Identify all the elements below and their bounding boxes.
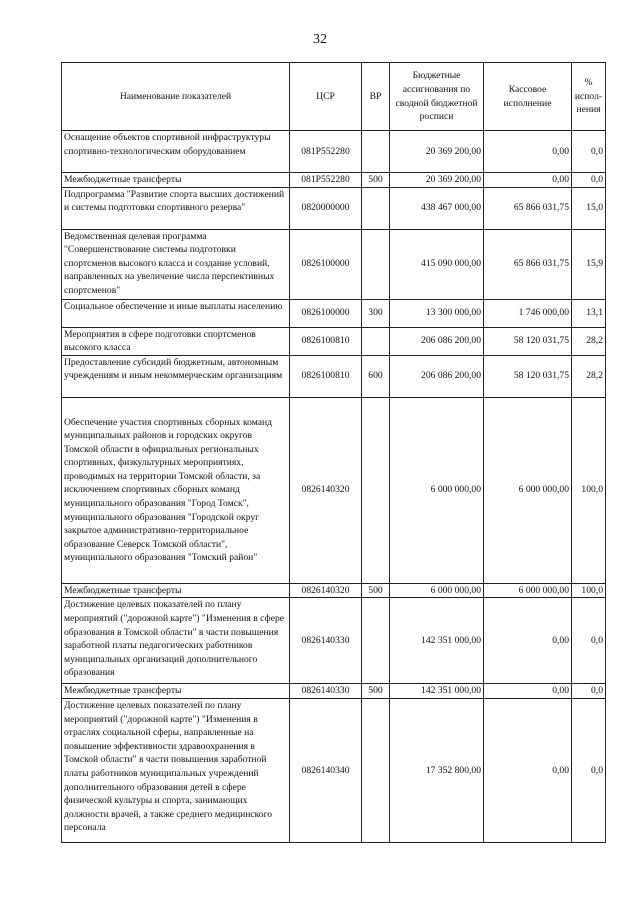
row-allocations: 206 086 200,00	[390, 355, 484, 397]
row-cash: 58 120 031,75	[484, 327, 572, 355]
row-vr	[362, 187, 390, 229]
header-csr: ЦСР	[290, 63, 362, 131]
row-cash: 65 866 031,75	[484, 229, 572, 299]
table-row	[62, 131, 606, 173]
row-csr: 0826140320	[290, 397, 362, 583]
row-vr	[362, 327, 390, 355]
row-percent: 100,0	[572, 583, 606, 598]
row-cash: 65 866 031,75	[484, 187, 572, 229]
header-vr: ВР	[362, 63, 390, 131]
row-allocations: 17 352 800,00	[390, 698, 484, 842]
row-vr: 500	[362, 684, 390, 699]
row-name: Межбюджетные трансферты	[62, 173, 290, 188]
row-allocations: 438 467 000,00	[390, 187, 484, 229]
row-percent: 0,0	[572, 131, 606, 173]
header-name: Наименование показателей	[62, 63, 290, 131]
table-row	[62, 583, 606, 598]
table-row	[62, 173, 606, 188]
row-name: Достижение целевых показателей по плану мероприятий ("дорожной карте") "Изменения в сфере образования в Томской области" в части повышения заработной платы педагогических работников муниципальных организаций дополнительного образования	[62, 598, 290, 684]
row-cash: 58 120 031,75	[484, 355, 572, 397]
row-cash: 0,00	[484, 173, 572, 188]
table-row	[62, 327, 606, 355]
row-csr: 0826100810	[290, 355, 362, 397]
row-cash: 6 000 000,00	[484, 583, 572, 598]
row-name: Межбюджетные трансферты	[62, 684, 290, 699]
row-name: Оснащение объектов спортивной инфраструктуры спортивно-технологическим оборудованием	[62, 131, 290, 173]
row-cash: 0,00	[484, 131, 572, 173]
table-row	[62, 299, 606, 327]
table-row	[62, 355, 606, 397]
table-row	[62, 598, 606, 684]
row-allocations: 415 090 000,00	[390, 229, 484, 299]
row-allocations: 20 369 200,00	[390, 131, 484, 173]
row-name: Предоставление субсидий бюджетным, автономным учреждениям и иным некоммерческим организациям	[62, 355, 290, 397]
row-cash: 0,00	[484, 598, 572, 684]
row-percent: 0,0	[572, 598, 606, 684]
row-vr	[362, 229, 390, 299]
table-row	[62, 684, 606, 699]
row-percent: 0,0	[572, 173, 606, 188]
row-allocations: 6 000 000,00	[390, 397, 484, 583]
row-vr	[362, 397, 390, 583]
row-name: Социальное обеспечение и иные выплаты населению	[62, 299, 290, 327]
row-csr: 0826140340	[290, 698, 362, 842]
budget-execution-table	[61, 62, 606, 843]
header-cash: Кассовое исполнение	[484, 63, 572, 131]
row-vr: 600	[362, 355, 390, 397]
table-row	[62, 698, 606, 842]
row-cash: 6 000 000,00	[484, 397, 572, 583]
row-percent: 28,2	[572, 355, 606, 397]
row-vr: 500	[362, 583, 390, 598]
row-csr: 0826140330	[290, 684, 362, 699]
row-cash: 1 746 000,00	[484, 299, 572, 327]
table-row	[62, 229, 606, 299]
row-vr: 500	[362, 173, 390, 188]
table-row	[62, 187, 606, 229]
row-allocations: 20 369 200,00	[390, 173, 484, 188]
header-percent: % испол-нения	[572, 63, 606, 131]
row-csr: 0826140320	[290, 583, 362, 598]
row-name: Обеспечение участия спортивных сборных команд муниципальных районов и городских округов Томской области в официальных региональных спортивных, физкультурных мероприятиях, проводимых на территории Томской области, за исключением спортивных сборных команд муниципального образования "Город Томск", муниципального образования "Городской округ закрытое административно-территориальное образование Северск Томской области", муниципального образования "Томский район"	[62, 397, 290, 583]
row-percent: 15,9	[572, 229, 606, 299]
row-csr: 0820000000	[290, 187, 362, 229]
row-csr: 0826100810	[290, 327, 362, 355]
row-name: Подпрограмма "Развитие спорта высших достижений и системы подготовки спортивного резерва"	[62, 187, 290, 229]
row-allocations: 206 086 200,00	[390, 327, 484, 355]
row-csr: 081P552280	[290, 173, 362, 188]
row-allocations: 6 000 000,00	[390, 583, 484, 598]
row-cash: 0,00	[484, 698, 572, 842]
row-percent: 0,0	[572, 698, 606, 842]
row-allocations: 142 351 000,00	[390, 598, 484, 684]
table-header-row	[62, 63, 606, 131]
row-vr: 300	[362, 299, 390, 327]
row-name: Межбюджетные трансферты	[62, 583, 290, 598]
row-percent: 13,1	[572, 299, 606, 327]
row-vr	[362, 698, 390, 842]
row-percent: 28,2	[572, 327, 606, 355]
row-csr: 0826140330	[290, 598, 362, 684]
row-csr: 0826100000	[290, 229, 362, 299]
row-percent: 0,0	[572, 684, 606, 699]
row-name: Ведомственная целевая программа "Совершенствование системы подготовки спортсменов высокого класса и создание условий, направленных на увеличение числа перспективных спортсменов"	[62, 229, 290, 299]
row-allocations: 13 300 000,00	[390, 299, 484, 327]
row-vr	[362, 598, 390, 684]
row-csr: 0826100000	[290, 299, 362, 327]
row-cash: 0,00	[484, 684, 572, 699]
row-name: Достижение целевых показателей по плану мероприятий ("дорожной карте") "Изменения в отраслях социальной сферы, направленные на повышение эффективности здравоохранения в Томской области" в части повышения заработной платы работников муниципальных учреждений дополнительного образования детей в сфере физической культуры и спорта, занимающих должности врачей, а также среднего медицинского персонала	[62, 698, 290, 842]
row-allocations: 142 351 000,00	[390, 684, 484, 699]
page-number: 32	[313, 32, 327, 47]
table-row	[62, 397, 606, 583]
row-percent: 15,0	[572, 187, 606, 229]
row-csr: 081P552280	[290, 131, 362, 173]
header-allocations: Бюджетные ассигнования по сводной бюджетной росписи	[390, 63, 484, 131]
row-name: Мероприятия в сфере подготовки спортсменов высокого класса	[62, 327, 290, 355]
row-vr	[362, 131, 390, 173]
row-percent: 100,0	[572, 397, 606, 583]
